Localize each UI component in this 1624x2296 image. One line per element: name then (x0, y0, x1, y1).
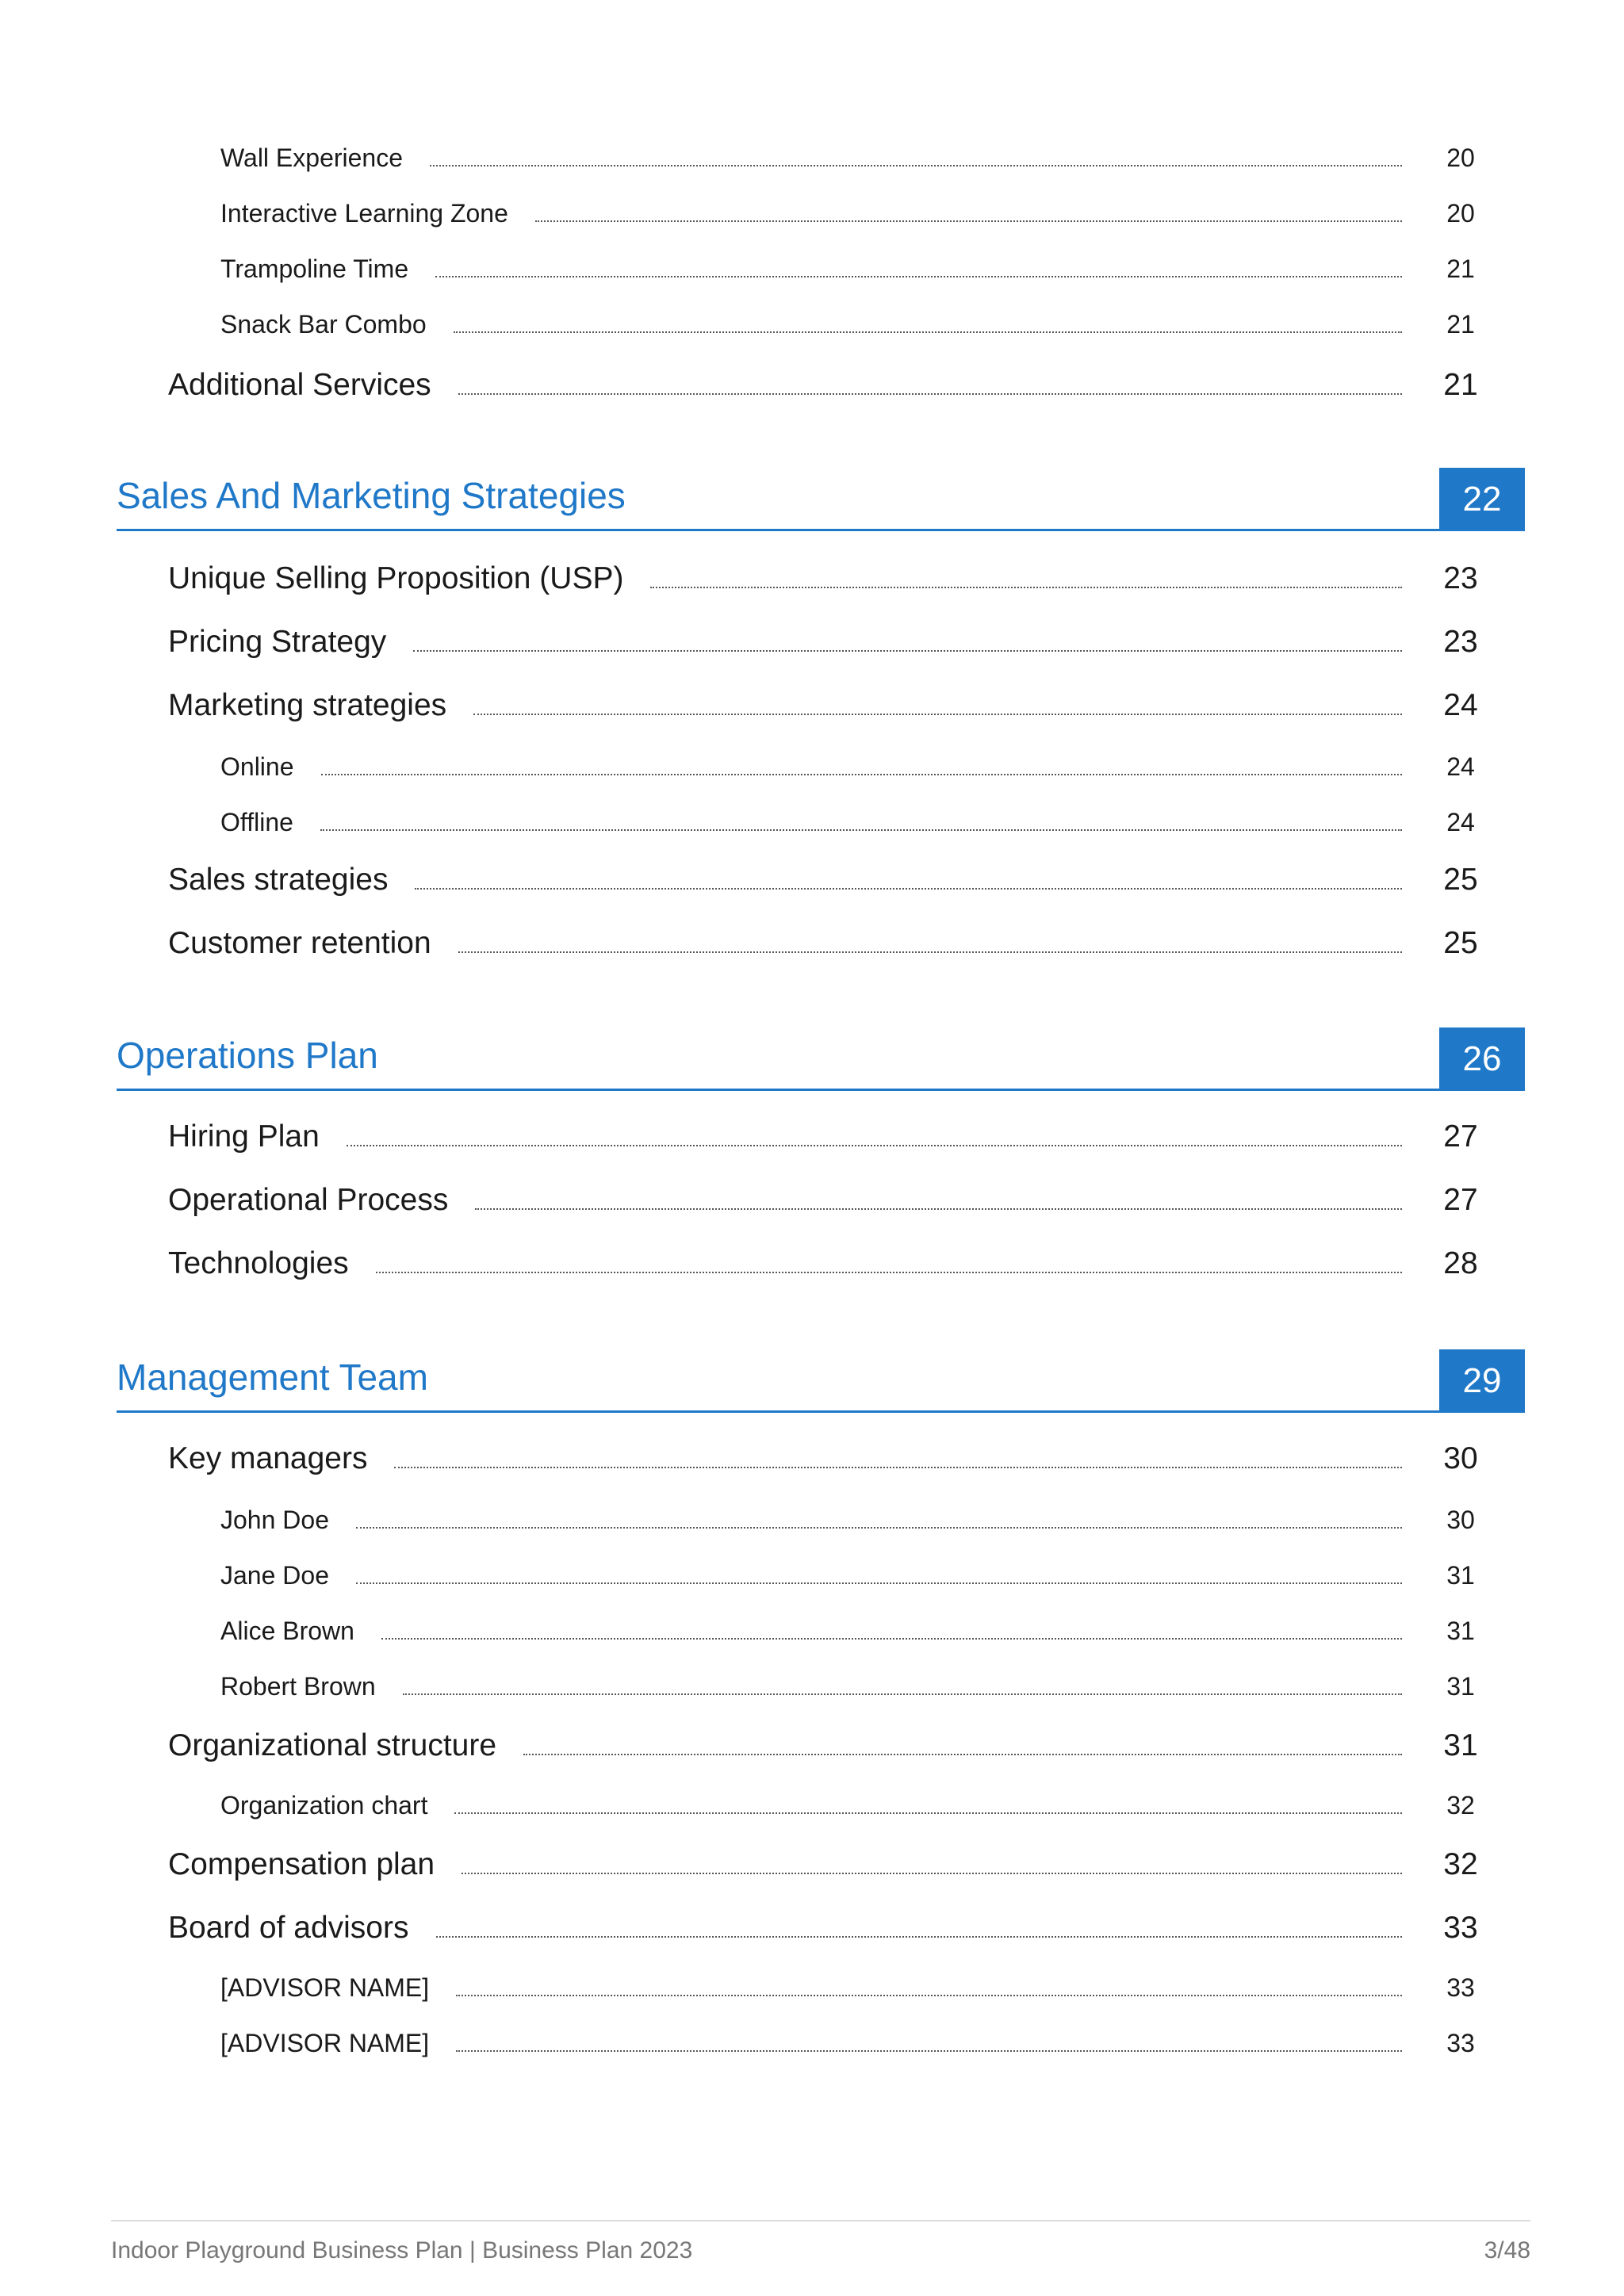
dot-leader (415, 888, 1402, 890)
toc-subentry[interactable] (220, 1560, 1492, 1590)
toc-page-number: 20 (1446, 199, 1475, 228)
toc-entry[interactable] (168, 688, 1492, 723)
footer-document-title: Indoor Playground Business Plan | Business Plan 2023 (111, 2237, 693, 2263)
toc-entry-label: Unique Selling Proposition (USP) (168, 561, 624, 595)
toc-page-number: 25 (1443, 926, 1478, 960)
dot-leader (456, 1995, 1402, 1996)
toc-page-number: 30 (1443, 1441, 1478, 1475)
toc-page-number: 23 (1443, 561, 1478, 595)
toc-entry-label: Snack Bar Combo (220, 310, 427, 339)
toc-entry-label: Online (220, 752, 294, 781)
toc-entry-label: Alice Brown (220, 1617, 354, 1645)
toc-entry-label: Organization chart (220, 1791, 428, 1820)
toc-entry-label: Operational Process (168, 1183, 449, 1217)
toc-entry-label: [ADVISOR NAME] (220, 1973, 430, 2002)
dot-leader (456, 2050, 1402, 2052)
toc-entry[interactable] (168, 1119, 1492, 1154)
toc-page-number: 23 (1443, 625, 1478, 659)
section-page-number: 26 (1439, 1027, 1525, 1091)
toc-page-number: 24 (1443, 688, 1478, 722)
footer-divider (111, 2220, 1530, 2221)
toc-section-heading[interactable] (117, 1349, 1525, 1413)
toc-entry-label: Jane Doe (220, 1561, 329, 1590)
section-title: Operations Plan (117, 1035, 378, 1076)
dot-leader (475, 1208, 1402, 1210)
toc-entry-label: Sales strategies (168, 863, 389, 897)
section-rule (117, 529, 1525, 531)
toc-page-number: 30 (1446, 1506, 1475, 1534)
toc-entry[interactable] (168, 1183, 1492, 1218)
toc-entry-label: Additional Services (168, 368, 431, 402)
dot-leader (535, 220, 1402, 222)
dot-leader (473, 714, 1402, 715)
dot-leader (454, 1812, 1402, 1814)
toc-subentry[interactable] (220, 1973, 1492, 2003)
toc-entry[interactable] (168, 926, 1492, 961)
toc-entry-label: Key managers (168, 1441, 368, 1475)
toc-page-number: 31 (1446, 1672, 1475, 1701)
toc-entry-label: Offline (220, 808, 293, 836)
toc-subentry[interactable] (220, 1505, 1492, 1535)
dot-leader (430, 165, 1402, 166)
dot-leader (376, 1272, 1402, 1273)
toc-entry-label: Trampoline Time (220, 254, 409, 283)
dot-leader (436, 1936, 1403, 1938)
toc-page-number: 21 (1443, 368, 1478, 402)
toc-subentry[interactable] (220, 1616, 1492, 1646)
toc-page-number: 31 (1443, 1728, 1478, 1762)
footer-page-counter: 3/48 (1484, 2237, 1530, 2263)
toc-page-number: 20 (1446, 144, 1475, 172)
toc-entry-label: Board of advisors (168, 1911, 409, 1945)
toc-page-number: 21 (1446, 254, 1475, 283)
dot-leader (458, 393, 1402, 395)
section-page-number: 29 (1439, 1349, 1525, 1413)
toc-page-number: 33 (1446, 1973, 1475, 2002)
toc-entry-label: Robert Brown (220, 1672, 376, 1701)
toc-entry[interactable] (168, 1847, 1492, 1882)
section-page-number: 22 (1439, 468, 1525, 531)
toc-page-number: 31 (1446, 1617, 1475, 1645)
toc-entry[interactable] (168, 1441, 1492, 1476)
toc-page-number: 27 (1443, 1119, 1478, 1154)
toc-entry[interactable] (168, 561, 1492, 596)
dot-leader (523, 1754, 1402, 1755)
section-rule (117, 1089, 1525, 1091)
dot-leader (356, 1582, 1402, 1584)
toc-subentry[interactable] (220, 752, 1492, 782)
dot-leader (381, 1638, 1402, 1640)
toc-entry[interactable] (168, 625, 1492, 660)
toc-page-number: 28 (1443, 1246, 1478, 1280)
dot-leader (458, 951, 1402, 953)
dot-leader (356, 1527, 1402, 1529)
toc-page-number: 32 (1443, 1847, 1478, 1881)
dot-leader (650, 587, 1402, 588)
toc-page-number: 33 (1446, 2029, 1475, 2057)
toc-entry-label: [ADVISOR NAME] (220, 2029, 430, 2057)
toc-entry[interactable] (168, 863, 1492, 897)
toc-subentry[interactable] (220, 2028, 1492, 2058)
toc-entry[interactable] (168, 368, 1492, 403)
toc-entry-label: Interactive Learning Zone (220, 199, 508, 228)
toc-entry-label: John Doe (220, 1506, 329, 1534)
toc-page-number: 24 (1446, 752, 1475, 781)
toc-subentry[interactable] (220, 309, 1492, 339)
toc-page-number: 33 (1443, 1911, 1478, 1945)
toc-subentry[interactable] (220, 254, 1492, 284)
dot-leader (320, 829, 1402, 831)
toc-entry-label: Wall Experience (220, 144, 404, 172)
toc-subentry[interactable] (220, 1671, 1492, 1701)
dot-leader (435, 276, 1402, 277)
dot-leader (454, 331, 1402, 333)
toc-entry-label: Pricing Strategy (168, 625, 387, 659)
dot-leader (403, 1693, 1402, 1695)
dot-leader (413, 650, 1402, 652)
section-title: Management Team (117, 1357, 428, 1398)
dot-leader (347, 1145, 1402, 1146)
toc-entry-label: Compensation plan (168, 1847, 435, 1881)
dot-leader (321, 774, 1403, 775)
toc-entry[interactable] (168, 1728, 1492, 1763)
toc-entry[interactable] (168, 1246, 1492, 1281)
section-title: Sales And Marketing Strategies (117, 475, 626, 516)
toc-section-heading[interactable] (117, 468, 1525, 531)
toc-page-number: 31 (1446, 1561, 1475, 1590)
toc-subentry[interactable] (220, 198, 1492, 228)
section-rule (117, 1410, 1525, 1413)
toc-page-number: 25 (1443, 863, 1478, 897)
toc-subentry[interactable] (220, 143, 1492, 173)
toc-page-number: 24 (1446, 808, 1475, 836)
dot-leader (462, 1873, 1402, 1874)
toc-entry-label: Hiring Plan (168, 1119, 320, 1154)
toc-subentry[interactable] (220, 807, 1492, 837)
toc-entry-label: Technologies (168, 1246, 349, 1280)
toc-page-number: 32 (1446, 1791, 1475, 1820)
toc-entry[interactable] (168, 1911, 1492, 1946)
toc-page-number: 21 (1446, 310, 1475, 339)
toc-entry-label: Organizational structure (168, 1728, 497, 1762)
toc-entry-label: Customer retention (168, 926, 431, 960)
toc-page-number: 27 (1443, 1183, 1478, 1217)
dot-leader (394, 1467, 1402, 1468)
toc-entry-label: Marketing strategies (168, 688, 447, 722)
toc-subentry[interactable] (220, 1790, 1492, 1820)
toc-section-heading[interactable] (117, 1027, 1525, 1091)
